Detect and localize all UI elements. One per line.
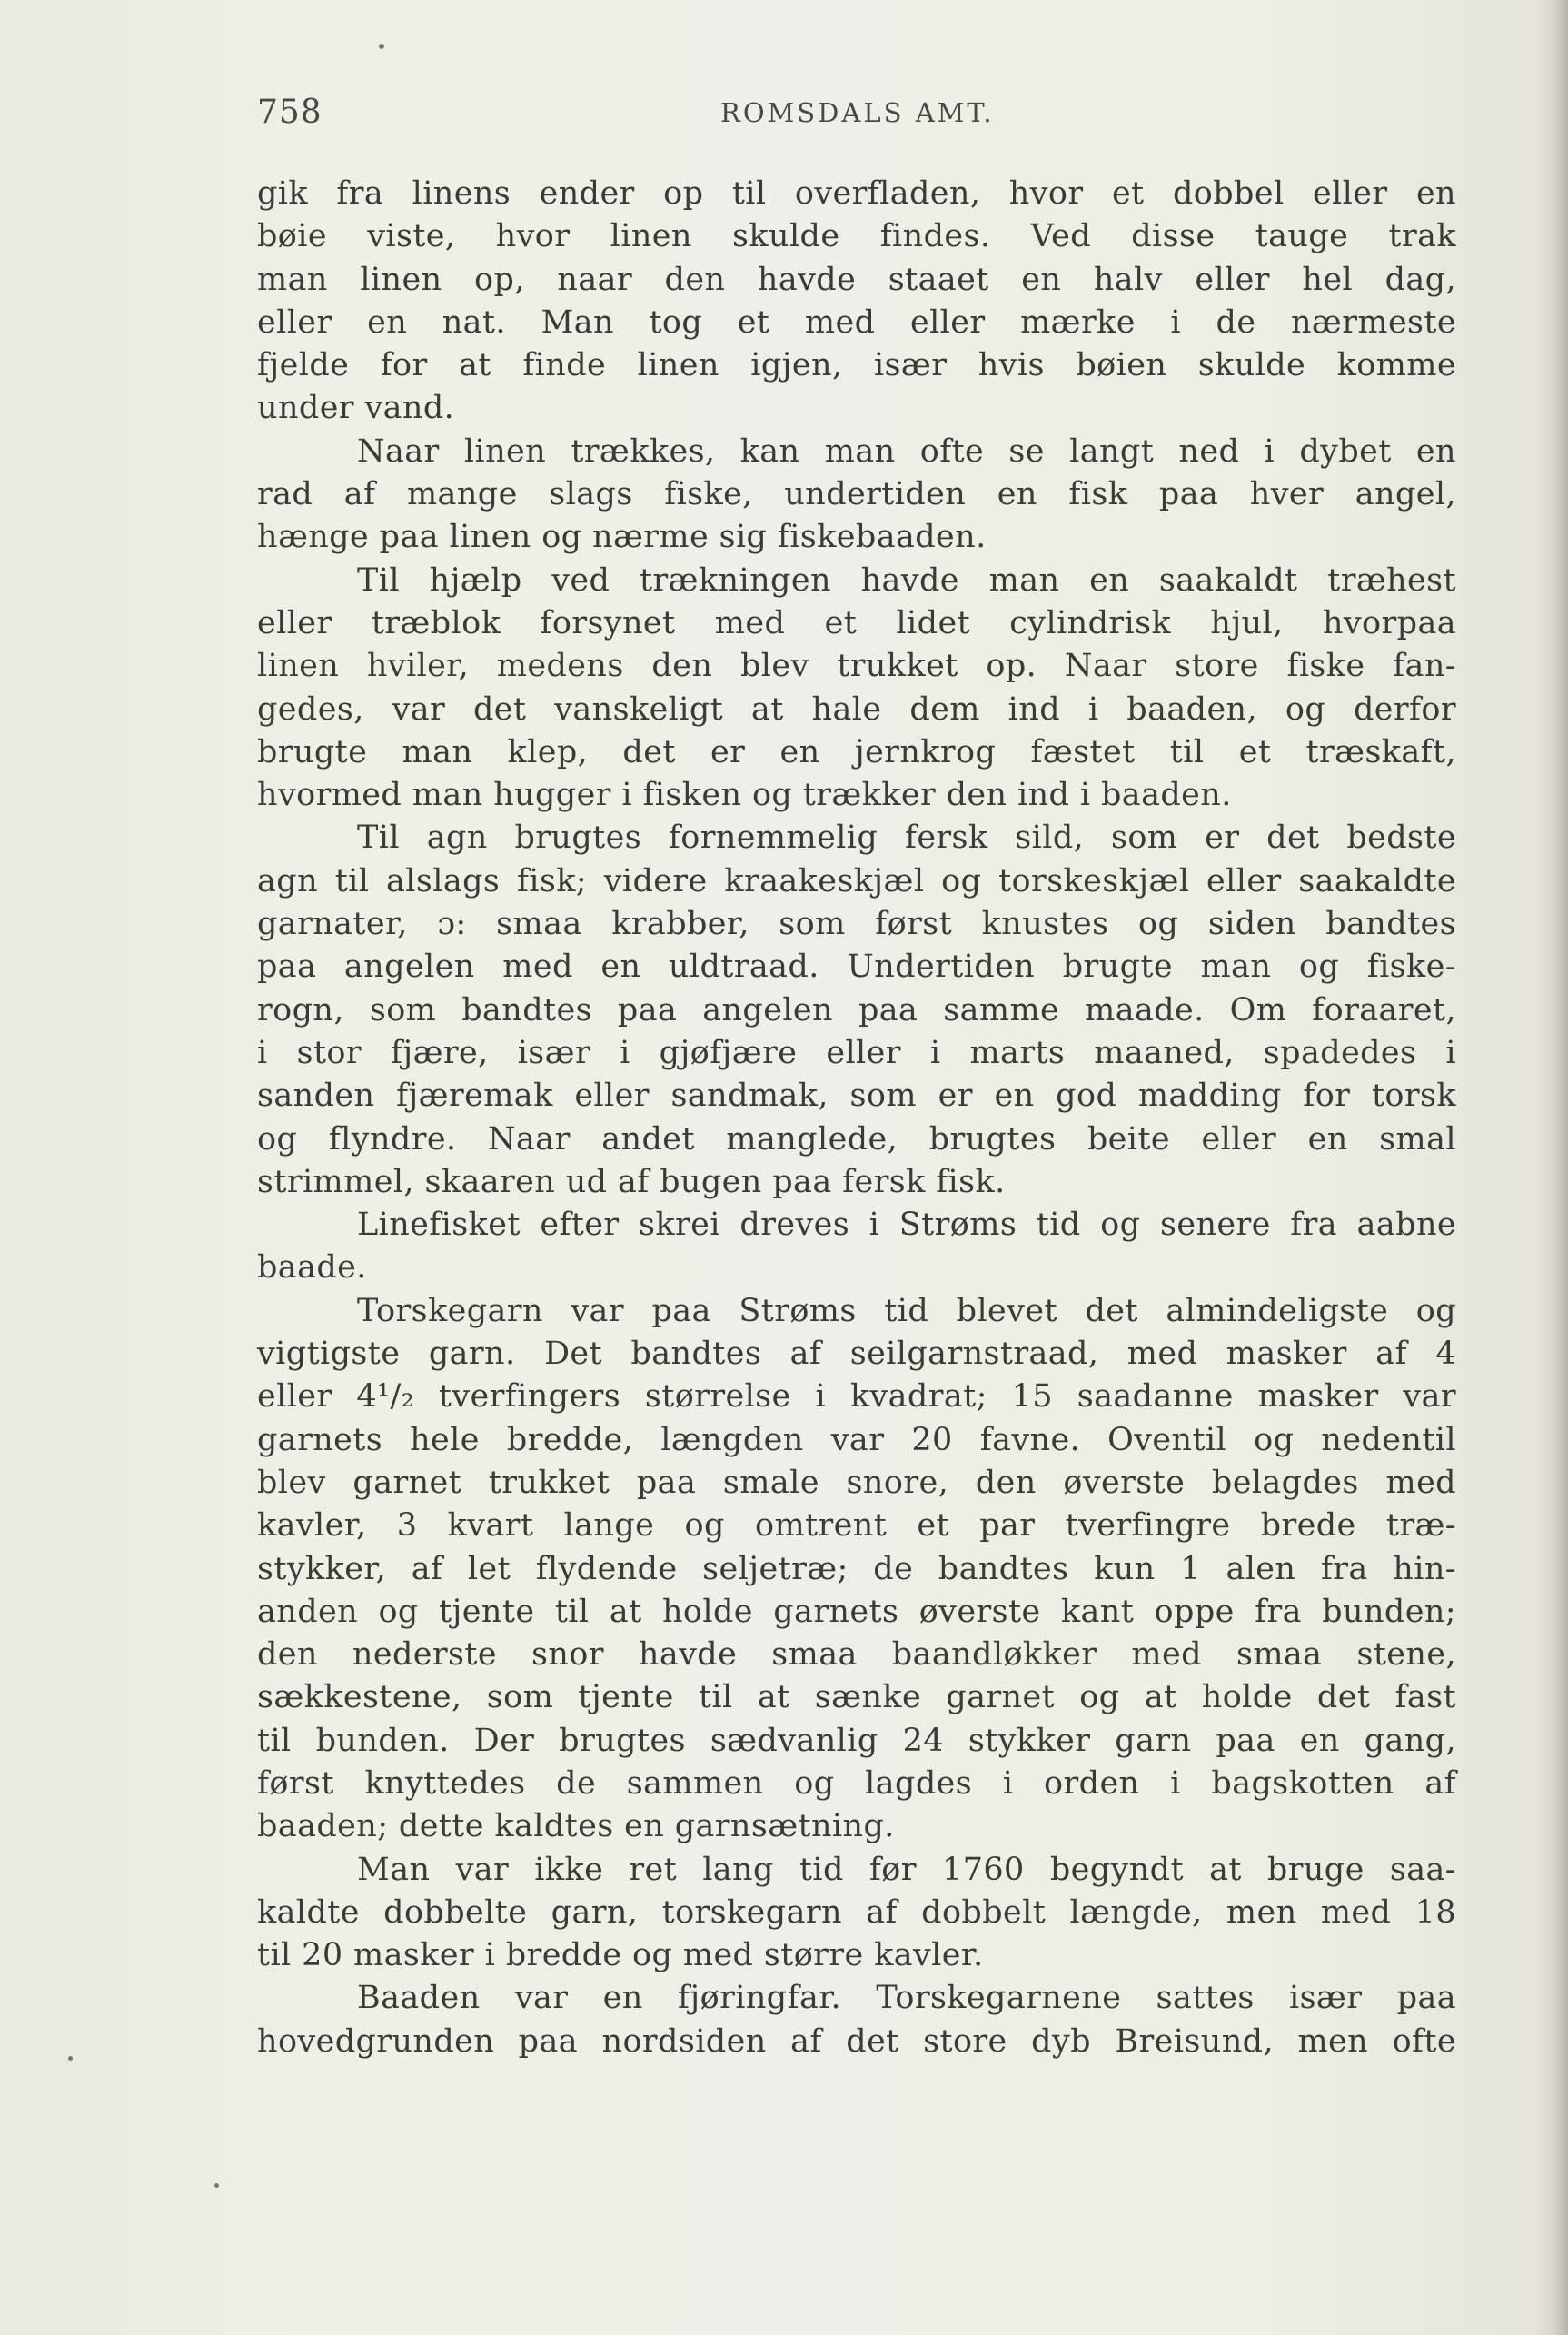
text-line: hovedgrunden paa nordsiden af det store dyb Breisund, men ofte — [257, 2022, 1456, 2060]
text-line: stykker, af let flydende seljetræ; de bandtes kun 1 alen fra hin- — [257, 1550, 1456, 1587]
text-line: sækkestene, som tjente til at sænke garnet og at holde det fast — [257, 1679, 1456, 1716]
text-line: bøie viste, hvor linen skulde findes. Ved disse tauge trak — [257, 218, 1456, 255]
text-line: anden og tjente til at holde garnets øverste kant oppe fra bunden; — [257, 1593, 1456, 1630]
text-line: den nederste snor havde smaa baandløkker med smaa stene, — [257, 1636, 1456, 1674]
page-header — [257, 94, 1438, 139]
text-line: fjelde for at finde linen igjen, især hvis bøien skulde komme — [257, 347, 1456, 384]
text-line: eller 4¹/₂ tverfingers størrelse i kvadrat; 15 saadanne masker var — [257, 1378, 1456, 1416]
paper-speck — [379, 44, 384, 49]
body-text — [257, 173, 1456, 2063]
text-line: Man var ikke ret lang tid før 1760 begyndt at bruge saa- — [357, 1851, 1456, 1888]
text-line: paa angelen med en uldtraad. Undertiden brugte man og fiske- — [257, 949, 1456, 986]
text-line: kaldte dobbelte garn, torskegarn af dobbelt længde, men med 18 — [257, 1893, 1456, 1931]
text-line: rad af mange slags fiske, undertiden en fisk paa hver angel, — [257, 476, 1456, 513]
text-line: til bunden. Der brugtes sædvanlig 24 stykker garn paa en gang, — [257, 1722, 1456, 1759]
text-line: Baaden var en fjøringfar. Torskegarnene sattes især paa — [357, 1980, 1456, 2017]
text-line: garnets hele bredde, længden var 20 favne. Oventil og nedentil — [257, 1421, 1456, 1458]
text-line: gedes, var det vanskeligt at hale dem ind i baaden, og derfor — [257, 691, 1456, 728]
text-line: Linefisket efter skrei dreves i Strøms tid og senere fra aabne — [357, 1207, 1456, 1244]
text-line: hvormed man hugger i fisken og trækker den ind i baaden. — [257, 777, 1232, 814]
text-line: sanden fjæremak eller sandmak, som er en god madding for torsk — [257, 1078, 1456, 1115]
text-line: Naar linen trækkes, kan man ofte se langt ned i dybet en — [357, 432, 1456, 470]
text-line: og flyndre. Naar andet manglede, brugtes beite eller en smal — [257, 1120, 1456, 1158]
page-number: 758 — [257, 94, 323, 131]
text-line: man linen op, naar den havde staaet en halv eller hel dag, — [257, 261, 1456, 298]
text-line: Til hjælp ved trækningen havde man en saakaldt træhest — [357, 561, 1456, 599]
paper-speck — [68, 2056, 73, 2061]
text-line: under vand. — [257, 390, 455, 427]
text-line: først knyttedes de sammen og lagdes i orden i bagskotten af — [257, 1764, 1456, 1802]
text-line: til 20 masker i bredde og med større kavler. — [257, 1937, 984, 1974]
text-line: strimmel, skaaren ud af bugen paa fersk fisk. — [257, 1163, 1006, 1200]
paper-speck — [214, 2183, 219, 2188]
text-line: garnater, ɔ: smaa krabber, som først knustes og siden bandtes — [257, 906, 1456, 943]
text-line: kavler, 3 kvart lange og omtrent et par tverfingre brede træ- — [257, 1507, 1456, 1545]
text-line: Til agn brugtes fornemmelig fersk sild, som er det bedste — [357, 820, 1456, 857]
text-line: i stor fjære, især i gjøfjære eller i marts maaned, spadedes i — [257, 1034, 1456, 1071]
page-edge-shadow — [1535, 0, 1568, 2335]
text-line: hænge paa linen og nærme sig fiskebaaden. — [257, 519, 987, 556]
text-line: rogn, som bandtes paa angelen paa samme maade. Om foraaret, — [257, 991, 1456, 1028]
text-line: baaden; dette kaldtes en garnsætning. — [257, 1808, 895, 1845]
text-line: blev garnet trukket paa smale snore, den øverste belagdes med — [257, 1464, 1456, 1501]
text-line: eller træblok forsynet med et lidet cylindrisk hjul, hvorpaa — [257, 604, 1456, 641]
text-line: Torskegarn var paa Strøms tid blevet det almindeligste og — [357, 1292, 1456, 1329]
running-head: ROMSDALS AMT. — [720, 97, 995, 128]
text-line: vigtigste garn. Det bandtes af seilgarnstraad, med masker af 4 — [257, 1336, 1456, 1373]
text-line: brugte man klep, det er en jernkrog fæstet til et træskaft, — [257, 733, 1456, 770]
text-line: gik fra linens ender op til overfladen, hvor et dobbel eller en — [257, 175, 1456, 212]
text-line: baade. — [257, 1249, 367, 1287]
text-line: linen hviler, medens den blev trukket op. Naar store fiske fan- — [257, 648, 1456, 685]
text-line: agn til alslags fisk; videre kraakeskjæl og torskeskjæl eller saakaldte — [257, 862, 1456, 899]
text-line: eller en nat. Man tog et med eller mærke i de nærmeste — [257, 303, 1456, 341]
